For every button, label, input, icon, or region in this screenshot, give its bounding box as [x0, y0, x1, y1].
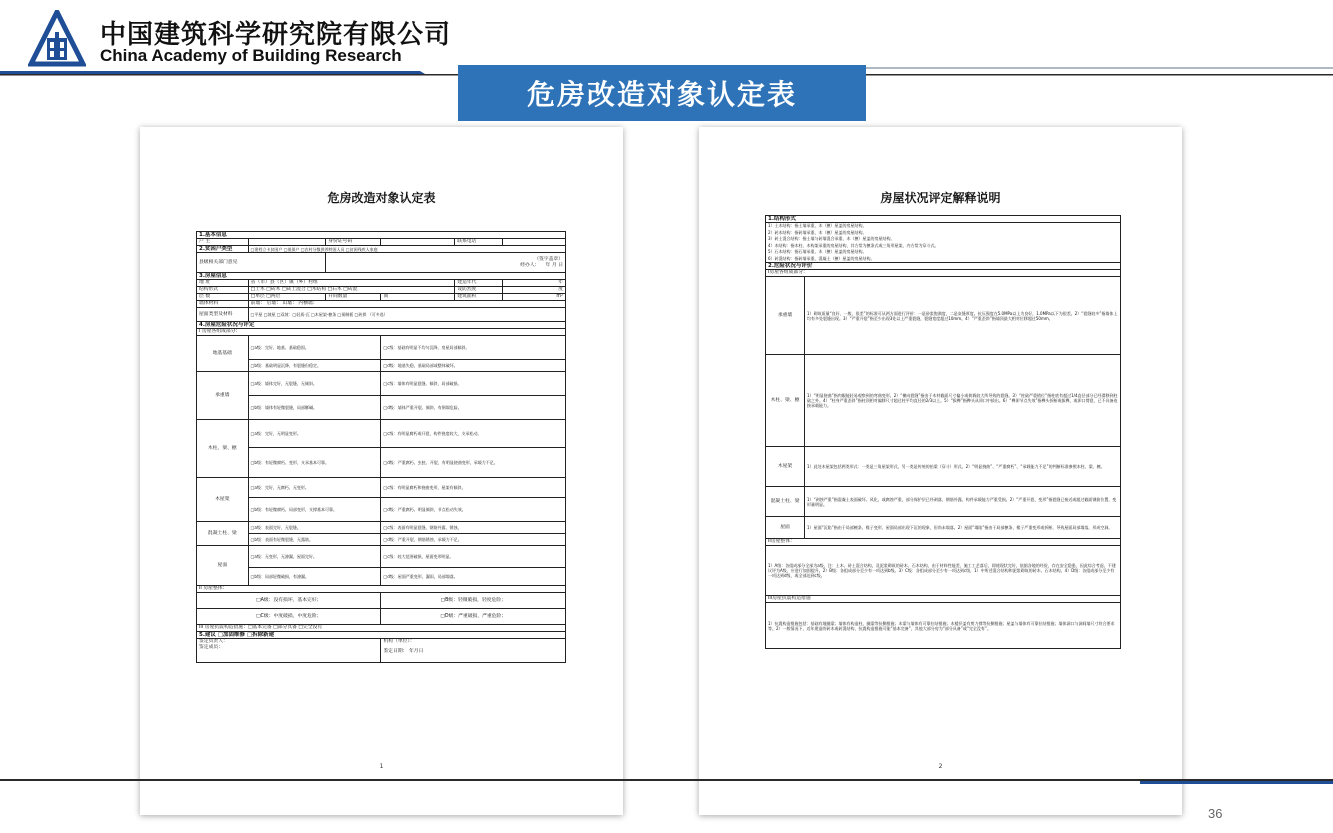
table-row	[197, 253, 566, 273]
list-item: 3）砖土混合结构：指土墙与砖墙混合承重、木（檩）屋盖的房屋结构。	[768, 236, 895, 241]
section-heading: 2.贫困户类型	[197, 246, 249, 253]
subsection-heading: I房屋各组成部分：	[766, 270, 1121, 277]
assessment-form-table	[196, 231, 566, 663]
explanation-table	[765, 215, 1121, 649]
date-label: 年 月 日	[545, 262, 563, 268]
recommendation: 5.建议 □加固维修 □拆除新建	[197, 632, 566, 639]
cell-value	[381, 239, 455, 246]
section-heading: 1.基本信息	[197, 232, 566, 239]
table-row	[766, 277, 1121, 355]
cell-value	[248, 239, 325, 246]
grade-d: □d级：屋面严重变形、漏雨，局部塌落。	[381, 568, 566, 586]
component-explanation: 1）砌筑质量“良好、一般、很差”的标准可从两方面进行评价：一是砂浆饱满度，二是灰缝厚度。抗压强度在5.0MPa以上为良好，1.0MPa以下为很差。2）“裂缝较多”指墙体上均有多处裂缝出现。3）“严重开裂”指至少出现3处以上严重裂缝，裂缝宽度超过10mm。4）“严重歪斜”指墙顶最大相对位移超过50mm。	[805, 277, 1121, 355]
cell-label: 层 数	[197, 294, 249, 301]
slide-number: 36	[1208, 806, 1223, 821]
subsection-heading: II房屋整体：	[766, 539, 1121, 546]
cell-label: 身份证号码	[326, 239, 381, 246]
grade-c: □c级：有明显腐朽和挠曲变形，屋架有倾斜。	[381, 478, 566, 498]
grade-b: □b级：有轻微腐朽，局部变形，支撑基本可靠。	[248, 498, 381, 522]
component-label: 木屋架	[197, 478, 249, 522]
grade-b: □b级：局部轻微破损，有渗漏。	[248, 568, 381, 586]
grade-d: □d级：严重腐朽、虫蛀、开裂，有明显挠曲变形，承载力不足。	[381, 448, 566, 478]
cell-label: 户 主	[197, 239, 249, 246]
list-item: 2）砖木结构：指砖墙承重、木（檩）屋盖的房屋结构。	[768, 229, 867, 235]
cell-label: 建筑面积	[455, 294, 503, 301]
table-row	[197, 448, 566, 478]
list-item: 4）木结构：指木柱、木构架承重的房屋结构，其方常为檩条式或三角形屋架，内方常为穿斗式。	[768, 242, 939, 248]
grade-d: □d级：严重腐朽、明显倾斜，节点松动失效。	[381, 498, 566, 522]
footer-divider	[0, 776, 1333, 786]
seismic-measures: III 房屋抗震构造措施：□基本完备 □部分具备 □完全没有	[197, 625, 566, 632]
document-page-explanation	[699, 127, 1182, 815]
component-explanation: 1）“明显挠曲”指肉眼能轻易观察到的弯曲变形。2）“横向裂缝”指由于木材截面尺寸偏小或荷载较大所导致的裂缝。3）“柱础严重错位”指柱底有超过1/4直径部分已经滑移到柱础之外。4）“柱身严重歪斜”指柱顶相对偏移尺寸超过柱平均直径的2/3以上。5）“拔榫”指榫头从卯口中拔出。6）“榫卯节点失效”指榫头折断或拔榫，或卯口劈裂，已不具备连接承载能力。	[805, 355, 1121, 447]
overall-grade-c: □C级：中度破损，中度危险；	[197, 609, 381, 625]
seismic-explanation: 1）抗震构造措施包括：基础有地圈梁；墙体有构造柱、圈梁等抗侧措施；木梁与墙体有可靠拉结措施；木楼层盖有剪力撑等抗侧措施；屋盖与墙体有可靠拉结措施；墙体洞口与洞间墙尺寸符合要求等。2）一般情况下，近年建造的砖木或砖混结构，抗震构造措施可能“基本完备”，其他大部分房为“部分具备”或“完全没有”。	[766, 603, 1121, 649]
subsection-heading: I 房屋各组成部分：	[197, 329, 566, 336]
grade-c: □c级：较大范围破损，屋面变形明显。	[381, 546, 566, 568]
table-row	[197, 478, 566, 498]
grade-c: □c级：表面有明显裂缝，钢筋外露、锈蚀。	[381, 522, 566, 534]
table-row	[197, 329, 566, 336]
section-heading: 4.房屋危险状况与评定	[197, 322, 566, 329]
grade-d: □d级：严重开裂，钢筋锈蚀，承载力不足。	[381, 534, 566, 546]
grade-b: □b级：有轻微腐朽、变形，支承基本可靠。	[248, 448, 381, 478]
list-item: 6）砖混结构：指砖墙承重、混凝土（檩）屋盖的房屋结构。	[768, 255, 875, 261]
page-number: 2	[938, 763, 943, 770]
cell-label: 建造年代	[455, 280, 503, 287]
grade-b: □b级：表面有轻微裂缝，无露筋。	[248, 534, 381, 546]
table-row	[197, 546, 566, 568]
table-row	[197, 593, 566, 609]
table-row	[197, 336, 566, 360]
subsection-heading: II 房屋整体：	[197, 586, 566, 593]
table-row	[766, 263, 1121, 270]
poor-type-options: □建档立卡贫困户 □低保户 □农村分散供养特困人员 □贫困残疾人家庭	[248, 246, 565, 253]
component-explanation: 1）此处木屋架包括两类形式：一类是三角屋架形式，另一类是传统的抬梁（穿斗）形式。2）“明显挠曲”、“严重腐朽”、“承载能力不足”的判断标准参照木柱、梁、檩。	[805, 447, 1121, 487]
appraiser-label: 鉴定负责人：	[199, 639, 228, 644]
component-label: 木柱、梁、檩	[197, 420, 249, 478]
table-row	[197, 586, 566, 593]
table-row	[197, 294, 566, 301]
grade-d: □d级：地基失稳，基础局部或整体破坏。	[381, 360, 566, 372]
table-row	[197, 625, 566, 632]
list-item: 5）石木结构：指石墙承重、木（檩）屋盖的房屋结构。	[768, 249, 867, 254]
cell-label: 开间数量	[326, 294, 381, 301]
component-label: 屋面	[197, 546, 249, 586]
table-row	[197, 522, 566, 534]
company-logo	[8, 8, 452, 68]
component-explanation: 1）“剥蚀严重”指混凝土表面破坏、风化、或腐蚀严重，部分保护层已经剥落，钢筋外露，构件承载能力严重受损。2）“严重开裂、变形”指裂缝已接近或超过截面钢筋位置，变形量明显。	[805, 487, 1121, 517]
list-item: 1）土木结构：指土墙承重、木（檩）屋盖的房屋结构。	[768, 223, 867, 228]
table-row	[766, 270, 1121, 277]
table-row	[766, 596, 1121, 603]
company-name-cn: 中国建筑科学研究院有限公司	[100, 20, 452, 50]
cell-value	[503, 239, 566, 246]
overall-explanation: 1）A级：各组成部分全部为a级，注：土木、砖土混合结构，及泥浆砌筑的砖木、石木结构，由于材料性能差，施工工艺落后，即使现状完好，依据各地的经验，存在安全隐患，因此综合考虑，不建议评为A级，应进行加固提升。2）B级：各组成部分至少有一项达到b级。3）C级：各组成部分至少有一项达到c级，1）中所述混合结构和泥浆砌筑的砖木、石木结构。4）D级：各组成部分至少有一项达到d级，或全部达到c级。	[766, 546, 1121, 596]
document-title: 危房改造对象认定表	[327, 191, 436, 205]
table-row	[197, 372, 566, 396]
table-row	[766, 539, 1121, 546]
component-label: 地基基础	[197, 336, 249, 372]
appraise-date: 鉴定日期： 年月日	[383, 649, 424, 654]
grade-a: □a级：完好，无腐朽，无变形。	[248, 478, 381, 498]
section-heading: 1.结构形式	[766, 216, 1121, 223]
cell-unit: m²	[503, 294, 566, 301]
component-label: 混凝土柱、梁	[766, 487, 805, 517]
grade-a: □a级：无变形，无渗漏，屋面完好。	[248, 546, 381, 568]
table-row	[766, 216, 1121, 223]
component-label: 承重墙	[766, 277, 805, 355]
table-row	[197, 322, 566, 329]
table-row	[197, 498, 566, 522]
table-row	[197, 273, 566, 280]
component-label: 木屋架	[766, 447, 805, 487]
grade-d: □d级：墙体严重开裂、倾斜，有倒塌危险。	[381, 396, 566, 420]
company-name-en: China Academy of Building Research	[100, 46, 402, 65]
table-row	[197, 308, 566, 322]
table-row	[197, 301, 566, 308]
sign-label: （签字盖章）	[534, 256, 563, 262]
cell-value: □平屋 □坡屋 □双坡：□轻质-瓦 □木屋架-檩条 □预制板 □砖拱 （可多选）	[248, 308, 565, 322]
table-row	[197, 420, 566, 448]
table-row	[197, 639, 566, 663]
grade-b: □b级：墙体有轻微裂缝，局部酥碱。	[248, 396, 381, 420]
overall-grade-d: □D级：严重破损，严重危险；	[381, 609, 566, 625]
table-row	[766, 603, 1121, 649]
handler-label: 经办人：	[520, 262, 540, 268]
table-row	[197, 534, 566, 546]
signature-area	[326, 253, 566, 273]
table-row	[766, 447, 1121, 487]
cabr-logo-icon	[28, 10, 86, 68]
table-row	[197, 360, 566, 372]
members-label: 鉴定成员：	[199, 645, 223, 650]
table-row	[197, 396, 566, 420]
subsection-heading: III房屋抗震构造措施	[766, 596, 1121, 603]
slide-title: 危房改造对象认定表	[458, 65, 866, 121]
cell-label: 县级相关部门意见	[197, 253, 326, 273]
table-row	[197, 287, 566, 294]
table-row	[197, 632, 566, 639]
table-row	[766, 546, 1121, 596]
overall-grade-b: □B级：轻微破损，轻度危险；	[381, 593, 566, 609]
grade-a: □a级：完好，地基、基础稳固。	[248, 336, 381, 360]
cell-unit: 间	[381, 294, 455, 301]
document-title: 房屋状况评定解释说明	[880, 191, 1001, 205]
table-row	[197, 609, 566, 625]
cell-value: □单层 □两层	[248, 294, 325, 301]
grade-a: □a级：表面完好，无裂缝。	[248, 522, 381, 534]
page-number: 1	[379, 763, 384, 770]
component-label: 木柱、梁、檩	[766, 355, 805, 447]
grade-c: □c级：有明显腐朽或开裂，构件挠度较大，支承松动。	[381, 420, 566, 448]
cell-unit: 度	[503, 287, 566, 294]
table-row	[197, 239, 566, 246]
grade-c: □c级：基础有明显不均匀沉降，房屋局部倾斜。	[381, 336, 566, 360]
component-label: 屋面	[766, 517, 805, 539]
cell-value: 省（市）县（区）镇（乡）村组	[248, 280, 455, 287]
component-explanation: 1）屋面“沉陷”指由于局部檩条、椽子变形，屋面局部出现下沉的现象，但尚未塌落。2）屋面“塌陷”指由于局部檩条、椽子严重变形或折断，导致屋面局部塌落，形成空洞。	[805, 517, 1121, 539]
signatures-left	[197, 639, 381, 663]
cell-value: □土木 □砖木 □砖土混合 □木结构 □石木 □砖混	[248, 287, 455, 294]
cell-label: 联系电话	[455, 239, 503, 246]
section-heading: 2.危险状况与评价	[766, 263, 1121, 270]
grade-c: □c级：墙体有明显裂缝、倾斜，局部破损。	[381, 372, 566, 396]
table-row	[766, 355, 1121, 447]
signatures-right	[381, 639, 566, 663]
grade-a: □a级：墙体完好，无裂缝、无倾斜。	[248, 372, 381, 396]
cell-label: 屋面类型及材料	[197, 308, 249, 322]
cell-value: 前墙： 后墙： 山墙： 内横墙：	[248, 301, 565, 308]
table-row	[197, 568, 566, 586]
cell-label: 结构形式	[197, 287, 249, 294]
table-row	[197, 280, 566, 287]
table-row	[766, 223, 1121, 263]
section-heading: 3.房屋信息	[197, 273, 566, 280]
component-label: 承重墙	[197, 372, 249, 420]
grade-a: □a级：完好，无明显变形。	[248, 420, 381, 448]
structure-definitions	[766, 223, 1121, 263]
table-row	[197, 246, 566, 253]
component-label: 混凝土柱、梁	[197, 522, 249, 546]
overall-grade-a: □A级：没有损坏，基本完好；	[197, 593, 381, 609]
cell-label: 设防烈度	[455, 287, 503, 294]
grade-b: □b级：基础明显沉降，有裂缝但稳定。	[248, 360, 381, 372]
table-row	[766, 487, 1121, 517]
table-row	[766, 517, 1121, 539]
cell-label: 地 址	[197, 280, 249, 287]
cell-label: 墙体材料	[197, 301, 249, 308]
agency-label: 机构（单位）：	[383, 639, 415, 644]
cell-unit: 年	[503, 280, 566, 287]
document-page-assessment-form	[140, 127, 623, 815]
table-row	[197, 232, 566, 239]
